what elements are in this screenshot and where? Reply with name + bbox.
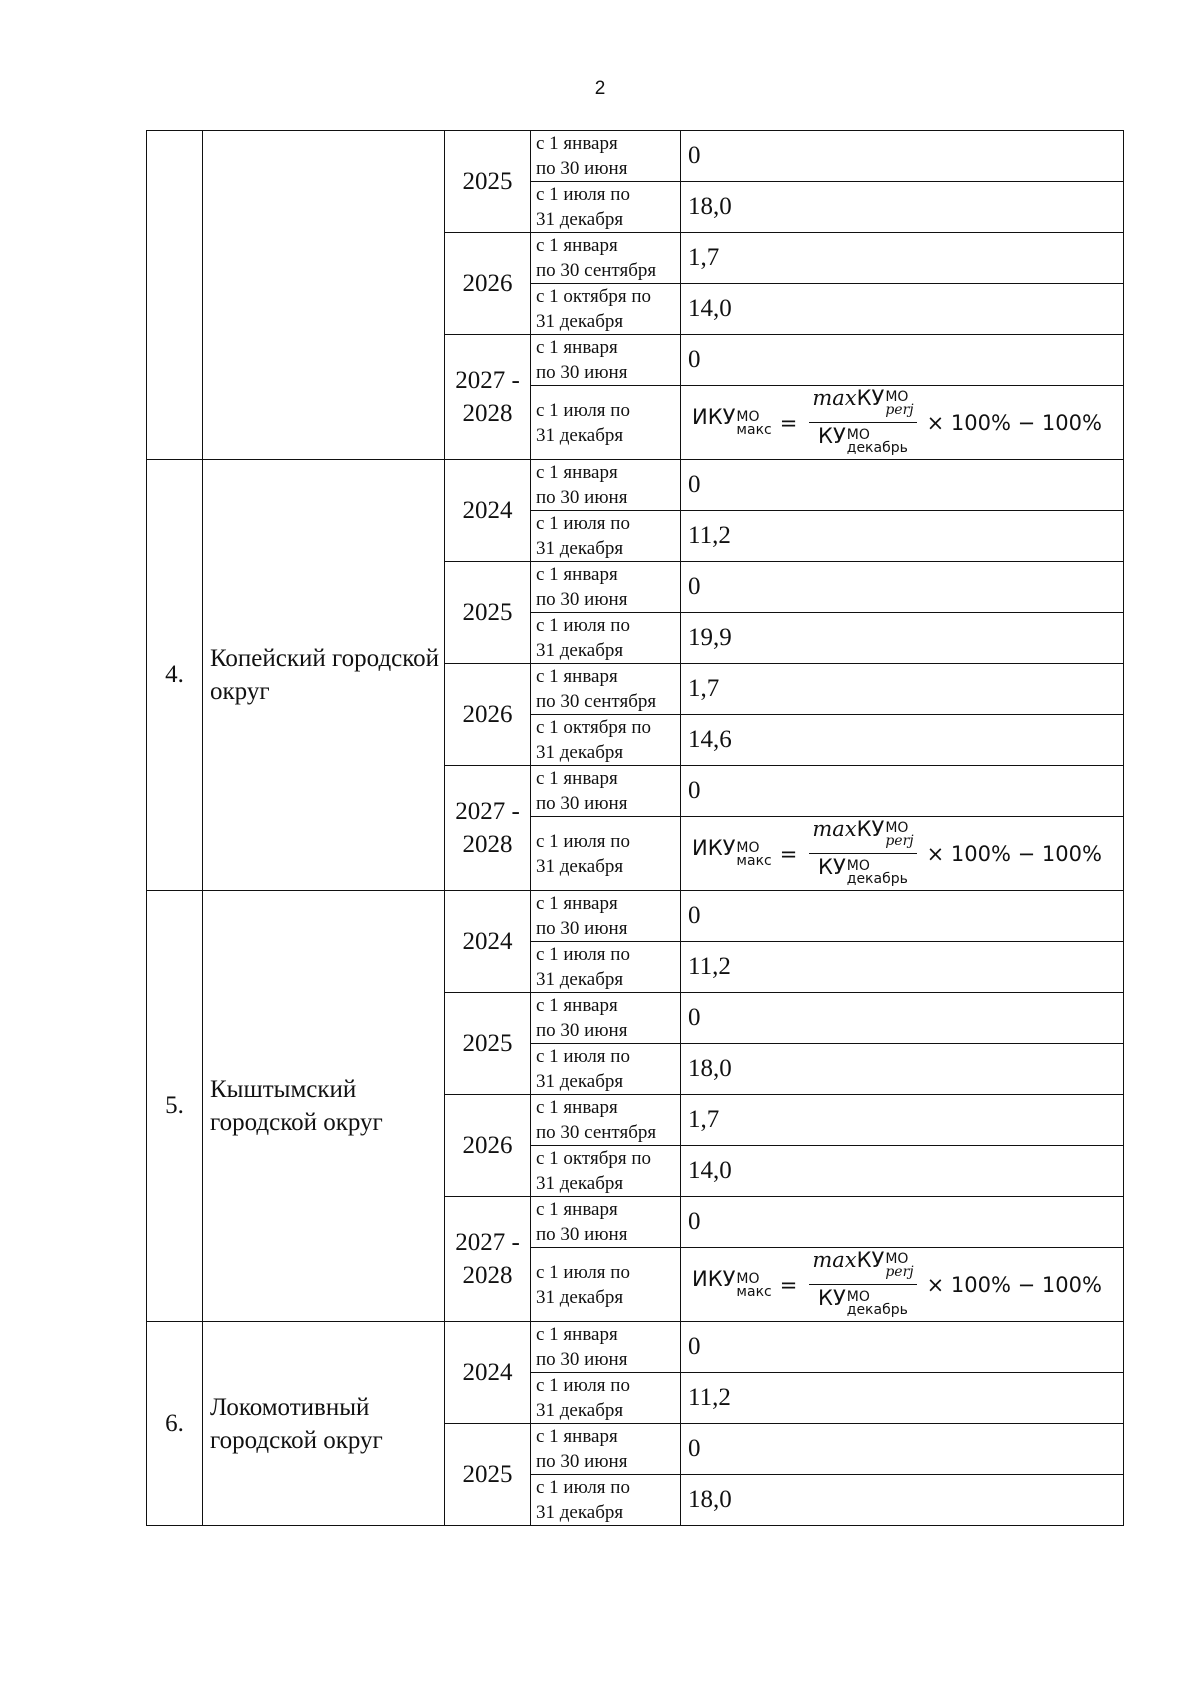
period-line: по 30 июня: [536, 487, 628, 508]
period-line: по 30 июня: [536, 1224, 628, 1245]
formula-max: max: [812, 1248, 857, 1272]
formula-den-sub: декабрь: [846, 1302, 908, 1318]
value-cell: 11,2: [681, 1373, 1124, 1424]
period-line: 31 декабря: [536, 424, 624, 446]
formula-tail: × 100% − 100%: [926, 1272, 1102, 1297]
table-row: [147, 891, 1124, 942]
period-line: по 30 июня: [536, 918, 628, 939]
formula-denominator: [815, 423, 911, 459]
period-cell: [531, 1373, 681, 1424]
period-cell: [531, 1146, 681, 1197]
period-line: 31 декабря: [536, 311, 624, 332]
value-cell: 19,9: [681, 613, 1124, 664]
formula-den-main: КУ: [818, 1286, 846, 1310]
period-cell: [531, 562, 681, 613]
period-line: с 1 января: [536, 1324, 618, 1345]
formula-lhs: [692, 1267, 772, 1302]
period-line: с 1 октября по: [536, 286, 652, 307]
value-cell: 18,0: [681, 1044, 1124, 1095]
period-line: с 1 июля по: [536, 1477, 630, 1498]
value-cell: [681, 817, 1124, 891]
period-cell: [531, 182, 681, 233]
formula-equals: =: [779, 841, 798, 866]
formula-den-sup: МО: [846, 1289, 870, 1305]
value-cell: 14,0: [681, 1146, 1124, 1197]
period-line: по 30 июня: [536, 793, 628, 814]
formula-num-main: КУ: [856, 1248, 885, 1272]
formula-tail: × 100% − 100%: [926, 841, 1102, 866]
formula-lhs-sup: МО: [736, 1271, 760, 1287]
period-line: по 30 июня: [536, 1349, 628, 1370]
period-line: с 1 января: [536, 337, 618, 358]
period-line: с 1 января: [536, 893, 618, 914]
year-cell: 2027 - 2028: [445, 1197, 531, 1322]
period-line: 31 декабря: [536, 1173, 624, 1194]
value-cell: 1,7: [681, 664, 1124, 715]
formula-denominator: [815, 1285, 911, 1321]
formula-num-sub: perj: [885, 402, 914, 418]
municipality-name: Копейский городской округ: [203, 460, 445, 891]
formula-num-main: КУ: [856, 817, 885, 841]
period-cell: [531, 1322, 681, 1373]
formula-tail: × 100% − 100%: [926, 410, 1102, 435]
formula-equals: =: [779, 1272, 798, 1297]
year-cell: 2024: [445, 1322, 531, 1424]
period-cell: [531, 1095, 681, 1146]
year-cell: 2025: [445, 1424, 531, 1526]
period-line: с 1 января: [536, 995, 618, 1016]
formula-fraction: [809, 386, 916, 459]
value-cell: 14,0: [681, 284, 1124, 335]
period-line: с 1 января: [536, 1426, 618, 1447]
formula-max: max: [812, 817, 857, 841]
formula-num-main: КУ: [856, 386, 885, 410]
formula-den-sup: МО: [846, 427, 870, 443]
period-cell: [531, 131, 681, 182]
row-number: 6.: [147, 1322, 203, 1526]
period-cell: [531, 1197, 681, 1248]
period-line: по 30 июня: [536, 158, 628, 179]
year-cell: 2026: [445, 1095, 531, 1197]
period-line: по 30 июня: [536, 1020, 628, 1041]
period-line: с 1 июля по: [536, 184, 630, 205]
period-cell: [531, 1475, 681, 1526]
table-row: [147, 131, 1124, 182]
period-cell: [531, 891, 681, 942]
table-row: [147, 1322, 1124, 1373]
period-cell: [531, 942, 681, 993]
municipality-name: Кыштымский городской округ: [203, 891, 445, 1322]
period-line: с 1 июля по: [536, 399, 630, 421]
period-line: 31 декабря: [536, 640, 624, 661]
period-cell: [531, 386, 681, 460]
formula-den-sub: декабрь: [846, 871, 908, 887]
formula-lhs-main: ИКУ: [692, 1267, 736, 1291]
period-line: 31 декабря: [536, 1400, 624, 1421]
period-cell: [531, 817, 681, 891]
year-cell: 2026: [445, 664, 531, 766]
page-number: 2: [594, 78, 606, 99]
year-cell: 2026: [445, 233, 531, 335]
period-line: 31 декабря: [536, 969, 624, 990]
period-line: с 1 октября по: [536, 717, 652, 738]
period-line: 31 декабря: [536, 742, 624, 763]
period-cell: [531, 1044, 681, 1095]
value-cell: 0: [681, 1424, 1124, 1475]
period-line: с 1 января: [536, 235, 618, 256]
period-line: с 1 июля по: [536, 615, 630, 636]
period-line: с 1 июля по: [536, 1046, 630, 1067]
value-cell: 0: [681, 1197, 1124, 1248]
period-cell: [531, 1248, 681, 1322]
period-line: с 1 января: [536, 666, 618, 687]
index-formula: [688, 1248, 1123, 1321]
period-line: с 1 июля по: [536, 944, 630, 965]
period-cell: [531, 766, 681, 817]
period-cell: [531, 511, 681, 562]
value-cell: 1,7: [681, 233, 1124, 284]
table-body: [147, 131, 1124, 1526]
formula-fraction: [809, 817, 916, 890]
value-cell: 0: [681, 460, 1124, 511]
value-cell: 1,7: [681, 1095, 1124, 1146]
formula-equals: =: [779, 410, 798, 435]
period-cell: [531, 613, 681, 664]
period-line: с 1 января: [536, 768, 618, 789]
formula-lhs: [692, 405, 772, 440]
year-cell: 2024: [445, 891, 531, 993]
period-cell: [531, 993, 681, 1044]
table-row: [147, 460, 1124, 511]
rates-table: [146, 130, 1124, 1526]
period-line: 31 декабря: [536, 1286, 624, 1308]
formula-lhs-sup: МО: [736, 840, 760, 856]
formula-den-sub: декабрь: [846, 440, 908, 456]
value-cell: 18,0: [681, 1475, 1124, 1526]
year-cell: 2027 - 2028: [445, 766, 531, 891]
formula-fraction: [809, 1248, 916, 1321]
period-line: 31 декабря: [536, 1071, 624, 1092]
formula-numerator: [809, 817, 916, 854]
value-cell: 11,2: [681, 511, 1124, 562]
period-line: 31 декабря: [536, 1502, 624, 1523]
value-cell: 18,0: [681, 182, 1124, 233]
municipality-name: [203, 131, 445, 460]
value-cell: 0: [681, 1322, 1124, 1373]
value-cell: 0: [681, 131, 1124, 182]
period-line: с 1 июля по: [536, 513, 630, 534]
year-cell: 2024: [445, 460, 531, 562]
row-number: 4.: [147, 460, 203, 891]
period-cell: [531, 284, 681, 335]
formula-lhs-main: ИКУ: [692, 836, 736, 860]
period-line: с 1 июля по: [536, 1375, 630, 1396]
formula-denominator: [815, 854, 911, 890]
municipality-name: Локомотивный городской округ: [203, 1322, 445, 1526]
row-number: 5.: [147, 891, 203, 1322]
period-cell: [531, 335, 681, 386]
period-line: с 1 января: [536, 1097, 618, 1118]
value-cell: 11,2: [681, 942, 1124, 993]
formula-den-main: КУ: [818, 855, 846, 879]
period-line: с 1 января: [536, 133, 618, 154]
period-line: 31 декабря: [536, 209, 624, 230]
row-number: [147, 131, 203, 460]
period-cell: [531, 664, 681, 715]
period-cell: [531, 1424, 681, 1475]
year-cell: 2027 - 2028: [445, 335, 531, 460]
index-formula: [688, 817, 1123, 890]
formula-num-sub: perj: [885, 1264, 914, 1280]
period-line: по 30 июня: [536, 589, 628, 610]
formula-num-sub: perj: [885, 833, 914, 849]
formula-lhs: [692, 836, 772, 871]
value-cell: 0: [681, 993, 1124, 1044]
formula-numerator: [809, 386, 916, 423]
formula-lhs-main: ИКУ: [692, 405, 736, 429]
period-line: с 1 июля по: [536, 1261, 630, 1283]
value-cell: [681, 386, 1124, 460]
period-line: по 30 июня: [536, 1451, 628, 1472]
period-line: с 1 октября по: [536, 1148, 652, 1169]
period-cell: [531, 715, 681, 766]
formula-den-sup: МО: [846, 858, 870, 874]
value-cell: [681, 1248, 1124, 1322]
year-cell: 2025: [445, 131, 531, 233]
year-cell: 2025: [445, 993, 531, 1095]
period-line: 31 декабря: [536, 855, 624, 877]
formula-num-sup: МО: [885, 1251, 909, 1267]
period-line: по 30 сентября: [536, 691, 657, 712]
formula-num-sup: МО: [885, 820, 909, 836]
period-line: с 1 января: [536, 564, 618, 585]
formula-lhs-sup: МО: [736, 409, 760, 425]
formula-lhs-sub: макс: [736, 853, 772, 869]
formula-max: max: [812, 386, 857, 410]
formula-numerator: [809, 1248, 916, 1285]
period-line: по 30 сентября: [536, 1122, 657, 1143]
year-cell: 2025: [445, 562, 531, 664]
formula-lhs-sub: макс: [736, 1284, 772, 1300]
period-line: 31 декабря: [536, 538, 624, 559]
value-cell: 0: [681, 766, 1124, 817]
value-cell: 14,6: [681, 715, 1124, 766]
value-cell: 0: [681, 335, 1124, 386]
period-line: по 30 сентября: [536, 260, 657, 281]
period-cell: [531, 233, 681, 284]
index-formula: [688, 386, 1123, 459]
value-cell: 0: [681, 562, 1124, 613]
period-line: с 1 июля по: [536, 830, 630, 852]
period-line: с 1 января: [536, 462, 618, 483]
formula-lhs-sub: макс: [736, 422, 772, 438]
period-line: по 30 июня: [536, 362, 628, 383]
formula-den-main: КУ: [818, 424, 846, 448]
period-line: с 1 января: [536, 1199, 618, 1220]
formula-num-sup: МО: [885, 389, 909, 405]
value-cell: 0: [681, 891, 1124, 942]
period-cell: [531, 460, 681, 511]
